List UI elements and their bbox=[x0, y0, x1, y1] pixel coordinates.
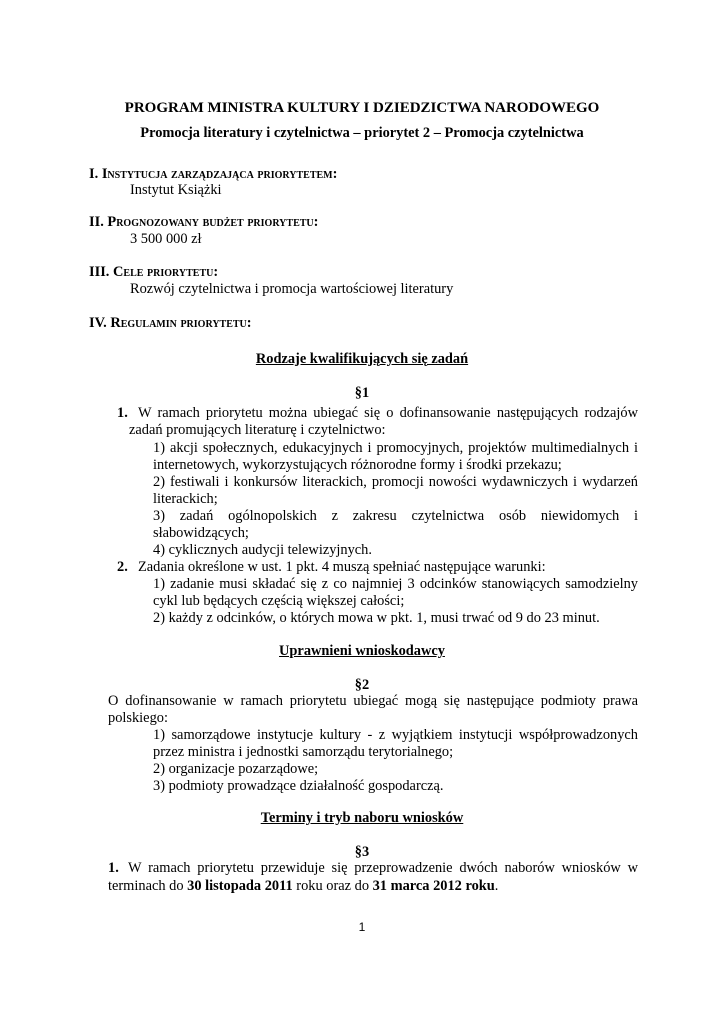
condition-2: 2) każdy z odcinków, o których mowa w pkt. 1, musi trwać od 9 do 23 minut. bbox=[153, 610, 600, 626]
deadlines-text: . bbox=[494, 878, 499, 894]
section-heading-iii bbox=[89, 264, 218, 281]
list-item-3-line-1: 3) zadań ogólnopolskich z zakresu czytelnictwa osób niewidomych i bbox=[153, 508, 638, 524]
document-subtitle: Promocja literatury i czytelnictwa – priorytet 2 – Promocja czytelnictwa bbox=[140, 125, 584, 141]
list-item-1-line-2: internetowych, wykorzystujących różnorodne formy i środki przekazu; bbox=[153, 457, 562, 473]
section-value-goals: Rozwój czytelnictwa i promocja wartościowej literatury bbox=[130, 281, 454, 297]
deadlines-line-1: W ramach priorytetu przewiduje się przeprowadzenie dwóch naborów wniosków w bbox=[128, 860, 638, 876]
section-value-budget: 3 500 000 zł bbox=[130, 231, 202, 247]
paragraph-symbol-3: §3 bbox=[354, 844, 370, 860]
point-number: 1. bbox=[117, 405, 128, 421]
section-number: I. bbox=[89, 166, 99, 182]
list-item-2-line-2: literackich; bbox=[153, 491, 218, 507]
deadlines-text: terminach do bbox=[108, 878, 188, 894]
eligible-item-3: 3) podmioty prowadzące działalność gospodarczą. bbox=[153, 778, 444, 794]
eligible-intro-line-2: polskiego: bbox=[108, 710, 168, 726]
heading-eligible-applicants: Uprawnieni wnioskodawcy bbox=[279, 643, 445, 659]
page-number: 1 bbox=[358, 920, 366, 934]
deadlines-text: roku oraz do bbox=[292, 878, 373, 894]
section-heading: Regulamin priorytetu: bbox=[110, 315, 252, 331]
eligible-item-1-line-2: przez ministra i jednostki samorządu terytorialnego; bbox=[153, 744, 454, 760]
condition-1-line-1: 1) zadanie musi składać się z co najmniej 3 odcinków stanowiących samodzielny bbox=[153, 576, 638, 592]
point-1-line-1: W ramach priorytetu można ubiegać się o dofinansowanie następujących rodzajów bbox=[138, 405, 638, 421]
section-heading-ii bbox=[89, 214, 318, 231]
document-title: PROGRAM MINISTRA KULTURY I DZIEDZICTWA NARODOWEGO bbox=[124, 100, 600, 116]
eligible-item-1-line-1: 1) samorządowe instytucje kultury - z wyjątkiem instytucji współprowadzonych bbox=[153, 727, 638, 743]
deadline-date-1: 30 listopada 2011 bbox=[187, 878, 293, 894]
section-heading: Instytucja zarządzająca priorytetem: bbox=[101, 166, 338, 182]
section-heading: Cele priorytetu: bbox=[113, 264, 219, 280]
deadline-date-2: 31 marca 2012 roku bbox=[372, 878, 495, 894]
eligible-intro-line-1: O dofinansowanie w ramach priorytetu ubiegać mogą się następujące podmioty prawa bbox=[108, 693, 638, 709]
section-number: II. bbox=[89, 214, 104, 230]
point-2-line-1: Zadania określone w ust. 1 pkt. 4 muszą spełniać następujące warunki: bbox=[138, 559, 546, 575]
point-1-line-2: zadań promujących literaturę i czytelnictwo: bbox=[129, 422, 386, 438]
point-number: 2. bbox=[117, 559, 128, 575]
section-heading-i bbox=[89, 166, 337, 183]
paragraph-symbol-2: §2 bbox=[354, 677, 370, 693]
section-heading: Prognozowany budżet priorytetu: bbox=[107, 214, 319, 230]
deadlines-line-2 bbox=[108, 878, 498, 895]
section-number: IV. bbox=[89, 315, 107, 331]
list-item-2-line-1: 2) festiwali i konkursów literackich, promocji nowości wydawniczych i wydarzeń bbox=[153, 474, 638, 490]
heading-qualifying-tasks: Rodzaje kwalifikujących się zadań bbox=[255, 351, 469, 367]
eligible-item-2: 2) organizacje pozarządowe; bbox=[153, 761, 319, 777]
section-number: III. bbox=[89, 264, 110, 280]
section-value-institution: Instytut Książki bbox=[130, 182, 222, 198]
heading-deadlines: Terminy i tryb naboru wniosków bbox=[260, 810, 464, 826]
list-item-3-line-2: słabowidzących; bbox=[153, 525, 249, 541]
list-item-4: 4) cyklicznych audycji telewizyjnych. bbox=[153, 542, 372, 558]
list-item-1-line-1: 1) akcji społecznych, edukacyjnych i promocyjnych, projektów multimedialnych i bbox=[153, 440, 638, 456]
point-number: 1. bbox=[108, 860, 119, 876]
condition-1-line-2: cykl lub będących częścią większej całości; bbox=[153, 593, 405, 609]
paragraph-symbol-1: §1 bbox=[354, 385, 370, 401]
section-heading-iv bbox=[89, 315, 252, 332]
